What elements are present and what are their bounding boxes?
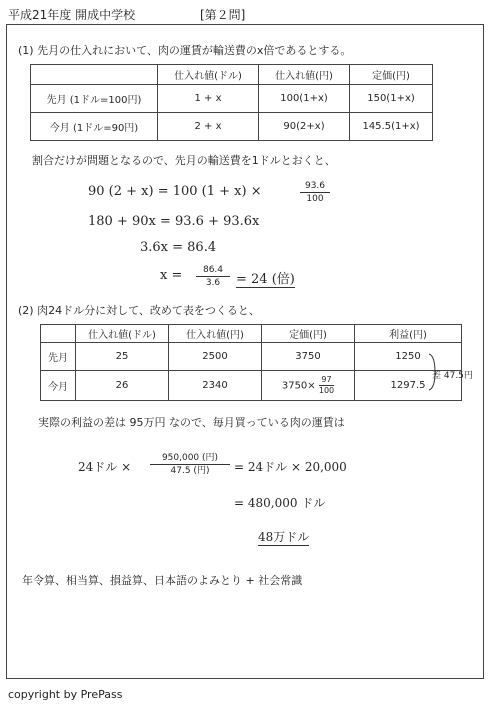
part1-intro: (1) 先月の仕入れにおいて、肉の運賃が輸送費のx倍であるとする。 xyxy=(18,44,352,57)
p2-row2-dollar: 26 xyxy=(76,371,169,401)
p2-header-blank xyxy=(41,325,76,343)
p1-row2-price: 145.5(1+x) xyxy=(350,113,433,141)
equation-4-answer: = 24 (倍) xyxy=(236,268,295,288)
calc-line-2: = 480,000 ドル xyxy=(234,496,326,510)
eq1-numerator: 93.6 xyxy=(300,180,330,193)
p2-row2-yen: 2340 xyxy=(169,371,262,401)
p1-row1-dollar: 1 + x xyxy=(158,85,259,113)
topics-list: 年令算、相当算、損益算、日本語のよみとり + 社会常識 xyxy=(22,574,303,587)
p2-header-profit: 利益(円) xyxy=(355,325,462,343)
eq4-numerator: 86.4 xyxy=(196,264,230,277)
p2-row2-price-base: 3750× xyxy=(281,380,316,392)
p2-row1-profit: 1250 xyxy=(355,343,462,371)
p2-row2-profit: 1297.5 xyxy=(355,371,462,401)
p1-header-cost-dollar: 仕入れ値(ドル) xyxy=(158,65,259,85)
calc-numerator: 950,000 (円) xyxy=(150,452,230,465)
equation-4-lhs: x = xyxy=(160,268,183,283)
eq1-denominator: 100 xyxy=(306,194,324,204)
equation-2: 180 + 90x = 93.6 + 93.6x xyxy=(88,214,260,229)
p1-row2-dollar: 2 + x xyxy=(158,113,259,141)
p1-header-price: 定価(円) xyxy=(350,65,433,85)
part2-table xyxy=(40,324,462,401)
equation-1-fraction xyxy=(300,180,330,205)
part1-table xyxy=(30,64,433,141)
p1-row2-label: 今月 (1ドル=90円) xyxy=(31,113,158,141)
profit-difference-note: 差 47.5円 xyxy=(432,371,473,381)
p2-row1-dollar: 25 xyxy=(76,343,169,371)
p2-header-cost-yen: 仕入れ値(円) xyxy=(169,325,262,343)
p2-header-cost-dollar: 仕入れ値(ドル) xyxy=(76,325,169,343)
p1-header-blank xyxy=(31,65,158,85)
final-answer: 48万ドル xyxy=(258,530,310,544)
p1-row1-price: 150(1+x) xyxy=(350,85,433,113)
calc-fraction xyxy=(150,452,230,477)
p2-frac-denominator: 100 xyxy=(318,386,335,395)
equation-4-fraction xyxy=(196,264,230,289)
part1-note: 割合だけが問題となるので、先月の輸送費を1ドルとおくと、 xyxy=(32,154,336,167)
p1-row2-yen: 90(2+x) xyxy=(259,113,350,141)
copyright: copyright by PrePass xyxy=(8,688,123,701)
part2-intro: (2) 肉24ドル分に対して、改めて表をつくると、 xyxy=(18,304,260,317)
equation-3: 3.6x = 86.4 xyxy=(140,240,217,255)
calc-rhs: = 24ドル × 20,000 xyxy=(234,460,347,474)
p1-row1-yen: 100(1+x) xyxy=(259,85,350,113)
p2-row2-label: 今月 xyxy=(41,371,76,401)
p2-row1-yen: 2500 xyxy=(169,343,262,371)
p2-row2-price-fraction xyxy=(319,375,334,396)
equation-1: 90 (2 + x) = 100 (1 + x) × xyxy=(88,184,262,199)
p2-frac-numerator: 97 xyxy=(319,375,334,386)
problem-number: [第２問] xyxy=(200,8,246,22)
p2-row1-price: 3750 xyxy=(262,343,355,371)
calc-lhs: 24ドル × xyxy=(78,460,132,474)
exam-title: 平成21年度 開成中学校 xyxy=(8,8,136,22)
p1-row1-label: 先月 (1ドル=100円) xyxy=(31,85,158,113)
part2-note: 実際の利益の差は 95万円 なので、毎月買っている肉の運賃は xyxy=(38,416,345,429)
p2-row2-price xyxy=(262,371,355,401)
p2-row1-label: 先月 xyxy=(41,343,76,371)
calc-denominator: 47.5 (円) xyxy=(170,466,210,476)
eq4-denominator: 3.6 xyxy=(205,278,221,288)
p2-header-price: 定価(円) xyxy=(262,325,355,343)
p1-header-cost-yen: 仕入れ値(円) xyxy=(259,65,350,85)
